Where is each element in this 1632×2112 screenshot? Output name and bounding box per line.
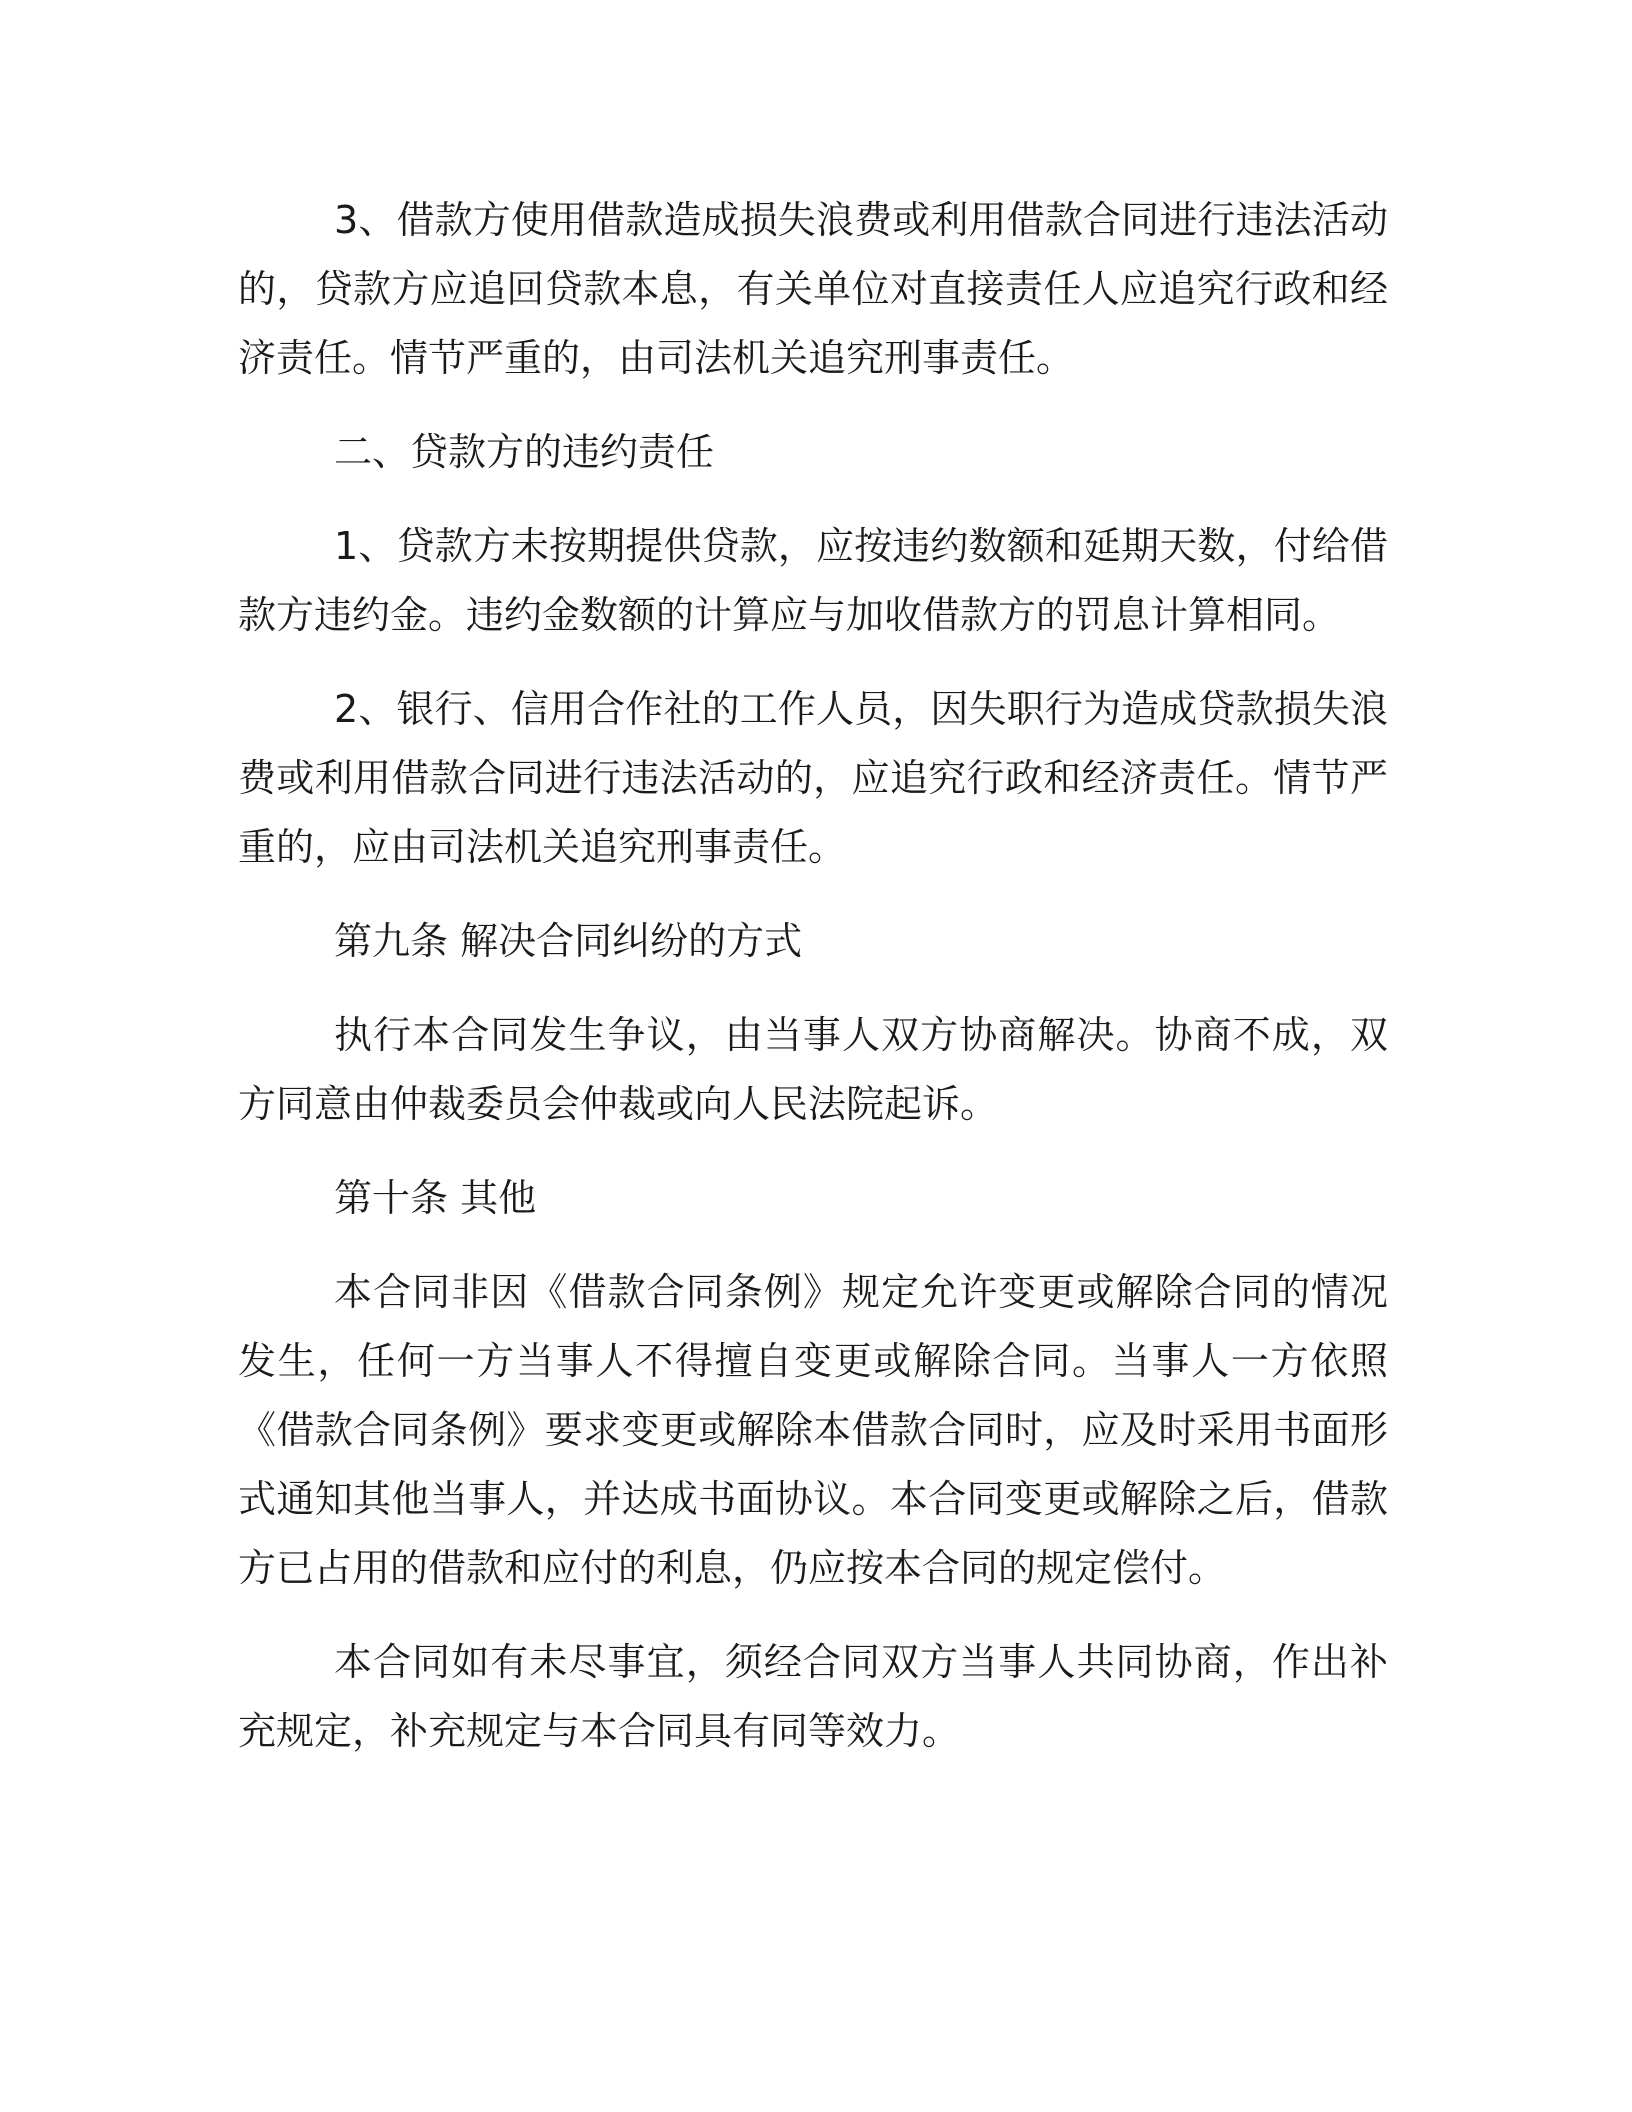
dispute-resolution-paragraph: 执行本合同发生争议，由当事人双方协商解决。协商不成，双方同意由仲裁委员会仲裁或向人民法院起诉。: [238, 1013, 1388, 1126]
section-heading-lender-liability: 二、贷款方的违约责任: [334, 430, 715, 474]
supplementary-provisions-paragraph: 本合同如有未尽事宜，须经合同双方当事人共同协商，作出补充规定，补充规定与本合同具有同等效力。: [238, 1640, 1388, 1753]
article-heading-9-dispute-resolution: 第九条 解决合同纠纷的方式: [334, 919, 803, 963]
contract-modification-paragraph: 本合同非因《借款合同条例》规定允许变更或解除合同的情况发生，任何一方当事人不得擅自变更或解除合同。当事人一方依照《借款合同条例》要求变更或解除本借款合同时，应及时采用书面形式通知其他当事人，并达成书面协议。本合同变更或解除之后，借款方已占用的借款和应付的利息，仍应按本合同的规定偿付。: [238, 1270, 1388, 1590]
document-page: [238, 186, 1388, 1791]
clause-paragraph-1-lender-delay: 1、贷款方未按期提供贷款，应按违约数额和延期天数，付给借款方违约金。违约金数额的计算应与加收借款方的罚息计算相同。: [238, 524, 1388, 637]
clause-paragraph-2-staff-negligence: 2、银行、信用合作社的工作人员，因失职行为造成贷款损失浪费或利用借款合同进行违法活动的，应追究行政和经济责任。情节严重的，应由司法机关追究刑事责任。: [238, 687, 1388, 869]
article-heading-10-other: 第十条 其他: [334, 1176, 537, 1220]
clause-paragraph-3-borrower-misuse: 3、借款方使用借款造成损失浪费或利用借款合同进行违法活动的，贷款方应追回贷款本息，有关单位对直接责任人应追究行政和经济责任。情节严重的，由司法机关追究刑事责任。: [238, 198, 1388, 380]
